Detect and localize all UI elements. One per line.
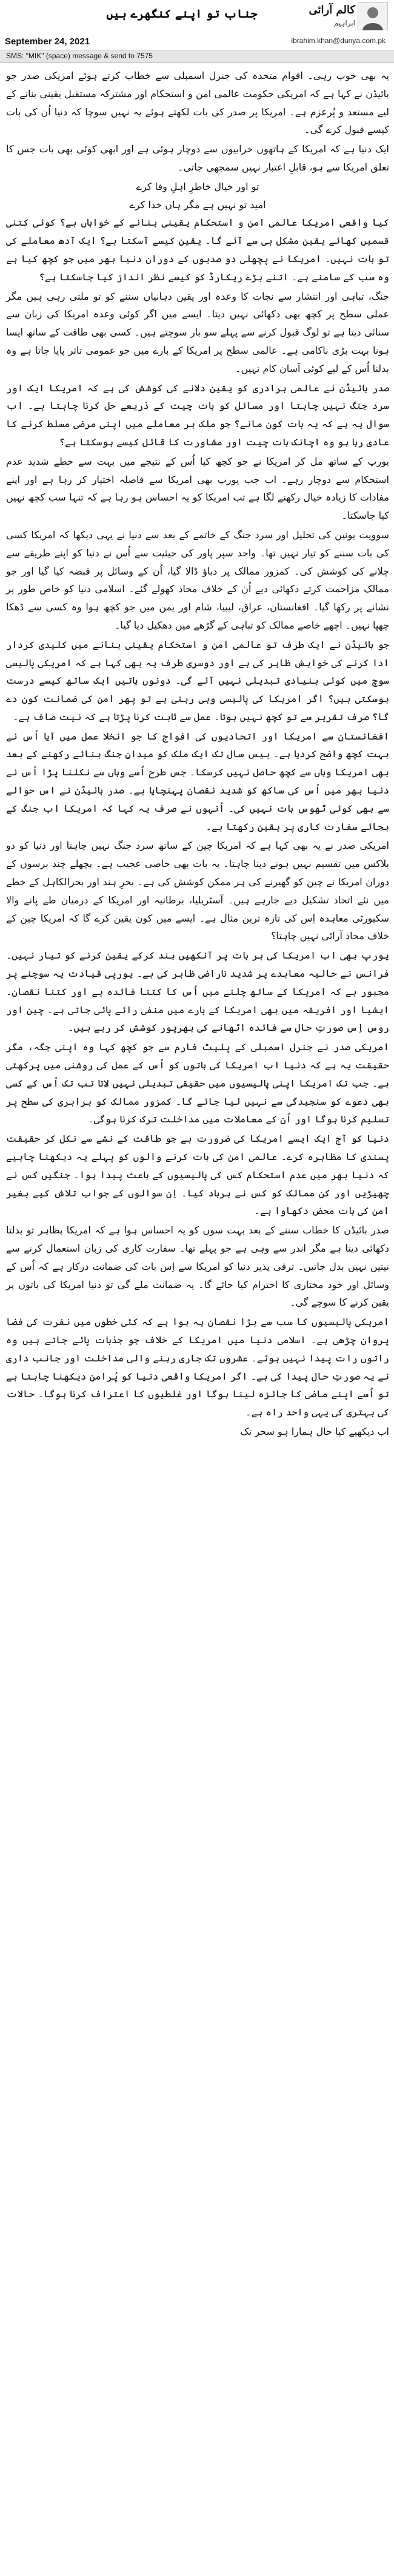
verse-line: امید تو نہیں ہے مگر ہاں خدا کرے xyxy=(129,198,266,211)
paragraph: امریکی صدر نے جنرل اسمبلی کے پلیٹ فارم سے جو کچھ کہا وہ اپنی جگہ، مگر حقیقت یہ ہے کہ دنیا اب امریکا کی باتوں کو اُس کے عمل کی روشنی میں پرکھتی ہے۔ جب تک امریکا اپنی پالیسیوں میں حقیقی تبدیلی نہیں لاتا تب تک اُس کے کسی بھی دعوے کو سنجیدگی سے نہیں لیا جائے گا۔ کمزور ممالک کو برابری کی سطح پر تسلیم کرنا ہوگا اور اُن کے معاملات میں مداخلت ترک کرنا ہوگی۔ xyxy=(6,1041,389,1125)
paragraph: یورپ کے ساتھ مل کر امریکا نے جو کچھ کیا اُس کے نتیجے میں بہت سے خطے شدید عدم استحکام سے دوچار رہے۔ اب جب یورپ بھی امریکا سے فاصلہ اختیار کر رہا ہے اور اپنے مفادات کا زیادہ خیال رکھنے لگا ہے تب امریکا کو یہ احساس ہو رہا ہے کہ تنہا سب کچھ نہیں کیا جاسکتا۔ xyxy=(6,455,389,522)
paragraph: دنیا کو آج ایک ایسے امریکا کی ضرورت ہے جو طاقت کے نشے سے نکل کر حقیقت پسندی کا مظاہرہ کرے۔ عالمی امن کی بات کرنے والوں کو پہلے یہ دیکھنا چاہیے کہ دنیا بھر میں عدم استحکام کس کی پالیسیوں کے باعث پیدا ہوا۔ جنگیں کس نے چھیڑیں اور کن ممالک کو کس نے برباد کیا۔ اِن سوالوں کے جواب تلاش کیے بغیر امن کی بات محض دکھاوا ہے۔ xyxy=(6,1133,389,1217)
sms-bar xyxy=(0,50,394,63)
paragraph: سوویت یونین کی تحلیل اور سرد جنگ کے خاتمے کے بعد سے دنیا نے یہی دیکھا کہ امریکا کسی کی بات سننے کو تیار نہیں تھا۔ واحد سپر پاور کی حیثیت سے اُس نے دنیا کو اپنے طریقے سے چلانے کی کوشش کی۔ کمزور ممالک پر دباؤ ڈالا گیا، اُن کے وسائل پر قبضہ کیا گیا اور جو ممالک مزاحمت کرتے دکھائی دیے اُن کے خلاف محاذ کھولے گئے۔ اسلامی دنیا کو خاص طور پر نشانے پر رکھا گیا۔ افغانستان، عراق، لیبیا، شام اور یمن میں جو کچھ ہوا وہ کسی سے ڈھکا چھپا نہیں۔ اچھے خاصے ممالک کو تباہی کے گڑھے میں دھکیل دیا گیا۔ xyxy=(6,528,389,631)
paragraph: امریکی پالیسیوں کا سب سے بڑا نقصان یہ ہوا ہے کہ کئی خطوں میں نفرت کی فضا پروان چڑھی ہے۔ اسلامی دنیا میں امریکا کے خلاف جو جذبات پائے جاتے ہیں وہ راتوں رات پیدا نہیں ہوئے۔ عشروں تک جاری رہنے والی مداخلت اور جانب داری نے یہ صورتِ حال پیدا کی ہے۔ اگر امریکا واقعی دنیا کو پُرامن دیکھنا چاہتا ہے تو اُسے اپنے ماضی کا جائزہ لینا ہوگا اور غلطیوں کا اعتراف کرنا ہوگا۔ حالات کی بہتری کی یہی واحد راہ ہے۔ xyxy=(6,1316,389,1418)
article-body xyxy=(6,67,389,1442)
paragraph: صدر بائیڈن کا خطاب سننے کے بعد بہت سوں کو یہ احساس ہوا ہے کہ امریکا بظاہر تو بدلتا دکھائی دیتا ہے مگر اندر سے وہی ہے جو پہلے تھا۔ سفارت کاری کی زبان استعمال کرنے سے نیتیں نہیں بدل جاتیں۔ ترقی پذیر دنیا کو امریکا سے اِس بات کی ضمانت درکار ہے کہ اُس کے وسائل اور خود مختاری کا احترام کیا جائے گا۔ یہ ضمانت ملے گی تو دنیا امریکا کی باتوں پر یقین کرنے کا سوچے گی۔ xyxy=(6,1224,389,1309)
author-portrait-icon xyxy=(358,2,388,30)
column-logo xyxy=(297,2,388,30)
closing-line: اب دیکھیے کیا حال ہمارا ہو سحر تک xyxy=(240,1425,389,1437)
paragraph: یورپ بھی اب امریکا کی ہر بات پر آنکھیں بند کرکے یقین کرنے کو تیار نہیں۔ فرانس نے حالیہ معاہدے پر شدید ناراضی ظاہر کی ہے۔ یورپی قیادت یہ سوچنے پر مجبور ہے کہ امریکا کے ساتھ چلنے میں اُس کا کتنا فائدہ ہے اور کتنا نقصان۔ ایشیا اور افریقہ میں بھی امریکا کے بارے میں منفی رائے پائی جاتی ہے۔ چین اور روس اِس صورتِ حال سے فائدہ اٹھانے کی بھرپور کوشش کر رہے ہیں۔ xyxy=(6,949,389,1034)
paragraph: افغانستان سے امریکا اور اتحادیوں کی افواج کا جو انخلا عمل میں آیا اُس نے بہت کچھ واضح کردیا ہے۔ بیس سال تک ایک ملک کو میدانِ جنگ بنائے رکھنے کے بعد بھی امریکا وہاں سے کچھ حاصل نہیں کرسکا۔ جس طرح اُسے وہاں سے نکلنا پڑا اُس نے دنیا بھر میں اُس کی ساکھ کو شدید نقصان پہنچایا ہے۔ صدر بائیڈن نے اس حوالے سے بھی کوئی ٹھوس بات نہیں کی۔ اُنہوں نے صرف یہ کہا کہ امریکا اب جنگ کے بجائے سفارت کاری پر یقین رکھتا ہے۔ xyxy=(6,730,389,832)
paragraph: یہ بھی خوب رہی۔ اقوام متحدہ کی جنرل اسمبلی سے خطاب کرتے ہوئے امریکی صدر جو بائیڈن نے کہا ہے کہ امریکی حکومت عالمی امن و استحکام اور مشترکہ مستقبل یقینی بنانے کے لیے مستعد و پُرعزم ہے۔ امریکا پر صدر کی بات لکھتے ہوئے یہ نہیں سوچا کہ دنیا اُن کی بات کیسے قبول کرے گی۔ xyxy=(6,70,389,136)
paragraph: ایک دنیا ہے کہ امریکا کے ہاتھوں خرابیوں سے دوچار ہوئی ہے اور ابھی کوئی بھی بات جس کا تعلق امریکا سے ہو، قابلِ اعتبار نہیں سمجھی جاتی۔ xyxy=(6,143,389,173)
paragraph: کیا واقعی امریکا عالمی امن و استحکام یقینی بنانے کے خواہاں ہے؟ کوئی کتنی قسمیں کھائے یقین مشکل ہی سے آئے گا۔ یقین کیسے آسکتا ہے؟ ایک آدھ معاملے کی تو بات نہیں۔ امریکا نے پچھلی دو صدیوں کے دوران دنیا بھر میں جو کچھ کیا ہے وہ سب کے سامنے ہے۔ اتنے بڑے ریکارڈ کو کیسے نظر انداز کیا جاسکتا ہے؟ xyxy=(6,217,389,283)
publish-date: September 24, 2021 xyxy=(5,36,90,47)
verse-line: تو اور خیال خاطرِ اہلِ وفا کرے xyxy=(136,180,259,192)
column-headline: جناب تو اپنے کنگھرے ہیں xyxy=(106,7,258,21)
paragraph: امریکی صدر نے یہ بھی کہا ہے کہ امریکا چین کے ساتھ سرد جنگ نہیں چاہتا اور دنیا کو دو بلاکس میں تقسیم نہیں ہونے دینا چاہتا۔ یہ بات بھی خاصی عجیب ہے۔ پچھلے چند برسوں کے دوران امریکا نے چین کو گھیرنے کی ہر ممکن کوشش کی ہے۔ بحرِ ہند اور بحرالکاہل کے خطے میں نئے اتحاد تشکیل دیے جارہے ہیں۔ آسٹریلیا، برطانیہ اور امریکا کے درمیان طے پانے والا سکیورٹی معاہدہ اِس کی تازہ ترین مثال ہے۔ ایسے میں کون یقین کرے گا کہ امریکا چین کے خلاف محاذ آرائی نہیں چاہتا؟ xyxy=(6,840,390,942)
paragraph: صدر بائیڈن نے عالمی برادری کو یقین دلانے کی کوشش کی ہے کہ امریکا ایک اور سرد جنگ نہیں چاہتا اور مسائل کو بات چیت کے ذریعے حل کرنا چاہتا ہے۔ اب سوال یہ ہے کہ یہ بات کون مانے؟ جو ملک ہر معاملے میں اپنی مرضی مسلط کرنے کا عادی رہا ہو وہ اچانک بات چیت اور مشاورت کا قائل کیسے ہوسکتا ہے؟ xyxy=(6,382,389,448)
column-title: کالم آرائی xyxy=(309,4,355,16)
paragraph: جنگ، تباہی اور انتشار سے نجات کا وعدہ اور یقین دہانیاں سننے کو تو ملتی رہی ہیں مگر عملی سطح پر کچھ بھی دکھائی نہیں دیتا۔ ایسے میں اگر کوئی وعدہ امریکا کی زبان سے سنائی دیتا ہے تو لوگ قبول کرنے سے پہلے سو بار سوچتے ہیں۔ کسی بھی طاقت کے ساتھ ایسا ہونا بہت بڑی ناکامی ہے۔ عالمی سطح پر امریکا کے بارے میں جو عمومی تاثر پایا جاتا ہے وہ بدلنا اُس کے لیے کوئی آسان کام نہیں۔ xyxy=(6,290,389,374)
sms-instructions: SMS: "MIK" (space) message & send to 7575 xyxy=(6,52,153,60)
author-name: ابراہیم xyxy=(333,19,355,27)
author-email[interactable]: ibrahim.khan@dunya.com.pk xyxy=(291,36,386,45)
paragraph: جو بائیڈن نے ایک طرف تو عالمی امن و استحکام یقینی بنانے میں کلیدی کردار ادا کرنے کی خواہش ظاہر کی ہے اور دوسری طرف یہ بھی کہا ہے کہ امریکی پالیسی سوچ میں کوئی بنیادی تبدیلی نہیں آئے گی۔ دونوں باتیں ایک ساتھ کیسے درست ہوسکتی ہیں؟ اگر امریکا کی پالیسی وہی رہنی ہے تو پھر امن کی ضمانت کون دے گا؟ صرف تقریر سے تو کچھ نہیں ہوتا۔ عمل سے ثابت کرنا پڑتا ہے کہ نیت صاف ہے۔ xyxy=(6,638,389,723)
